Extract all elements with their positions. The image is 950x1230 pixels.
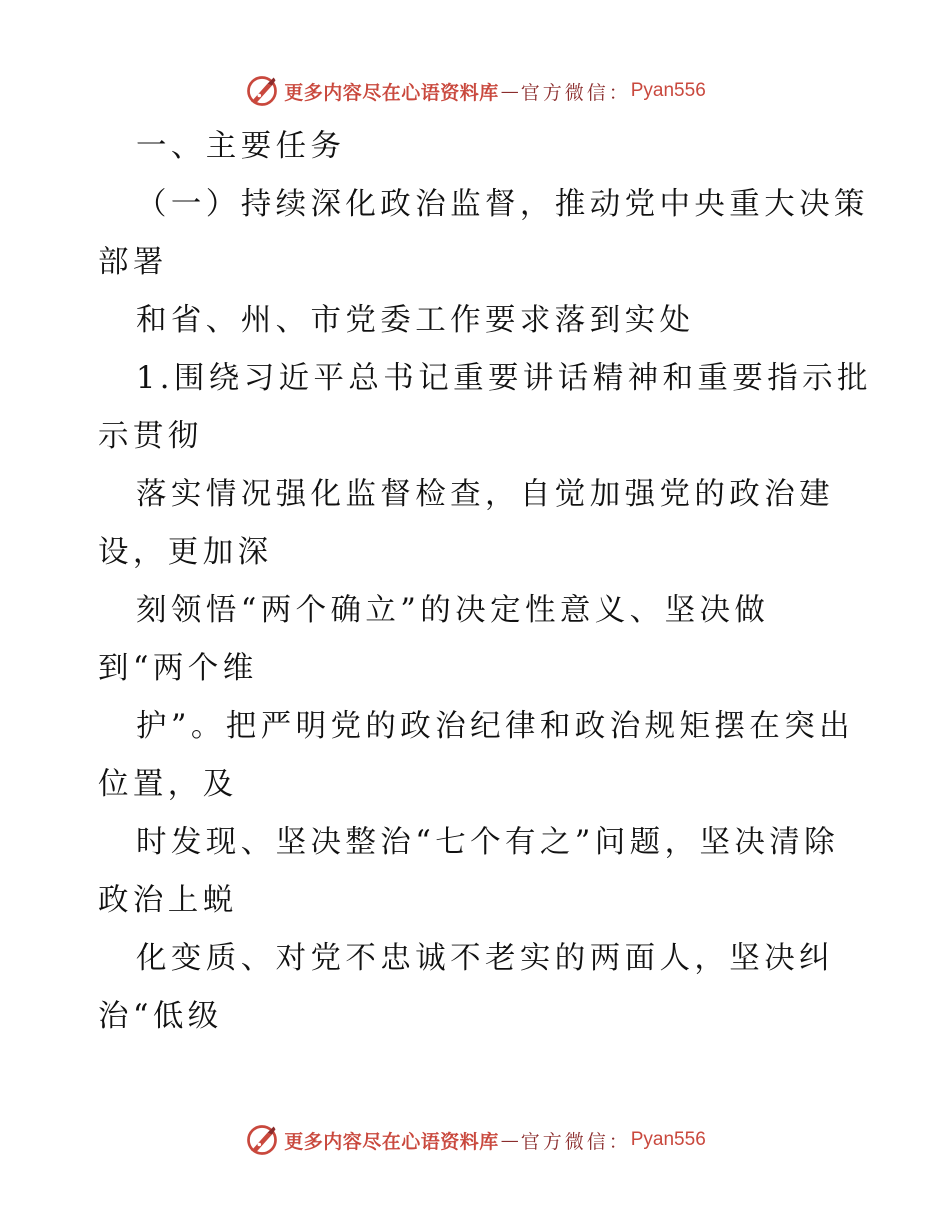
- text-line: 时发现、坚决整治“七个有之”问题，坚决清除: [136, 825, 840, 860]
- banner-wechat-id: Pyan556: [630, 1129, 706, 1150]
- text-line: 落实情况强化监督检查，自觉加强党的政治建: [136, 477, 834, 512]
- text-line: 政治上蜕: [98, 883, 238, 918]
- banner-separator: —: [500, 1129, 519, 1151]
- pen-logo-icon: [244, 73, 280, 109]
- text-line: 设，更加深: [98, 535, 273, 570]
- banner-wechat-label: 官方微信：: [520, 1130, 631, 1153]
- text-line: 1.围绕习近平总书记重要讲话精神和重要指示批: [136, 361, 872, 396]
- header-banner: [0, 71, 950, 111]
- text-line: 示贯彻: [98, 419, 203, 454]
- text-line: （一）持续深化政治监督，推动党中央重大决策: [136, 187, 869, 222]
- text-line: 位置，及: [98, 767, 238, 802]
- text-line: 一、主要任务: [136, 129, 346, 164]
- banner-wechat-label: 官方微信：: [520, 81, 631, 104]
- banner-site-text: 更多内容尽在心语资料库: [284, 81, 499, 104]
- text-line: 治“低级: [98, 999, 223, 1034]
- banner-separator: —: [500, 80, 519, 102]
- footer-banner: [0, 1120, 950, 1160]
- text-line: 护”。把严明党的政治纪律和政治规矩摆在突出: [136, 709, 854, 744]
- banner-site-text: 更多内容尽在心语资料库: [284, 1130, 499, 1153]
- banner-wechat-id: Pyan556: [630, 80, 706, 101]
- pen-logo-icon: [244, 1122, 280, 1158]
- text-line: 到“两个维: [98, 651, 258, 686]
- text-line: 部署: [98, 245, 168, 280]
- text-line: 刻领悟“两个确立”的决定性意义、坚决做: [136, 593, 770, 628]
- text-line: 和省、州、市党委工作要求落到实处: [136, 303, 695, 338]
- text-line: 化变质、对党不忠诚不老实的两面人，坚决纠: [136, 941, 834, 976]
